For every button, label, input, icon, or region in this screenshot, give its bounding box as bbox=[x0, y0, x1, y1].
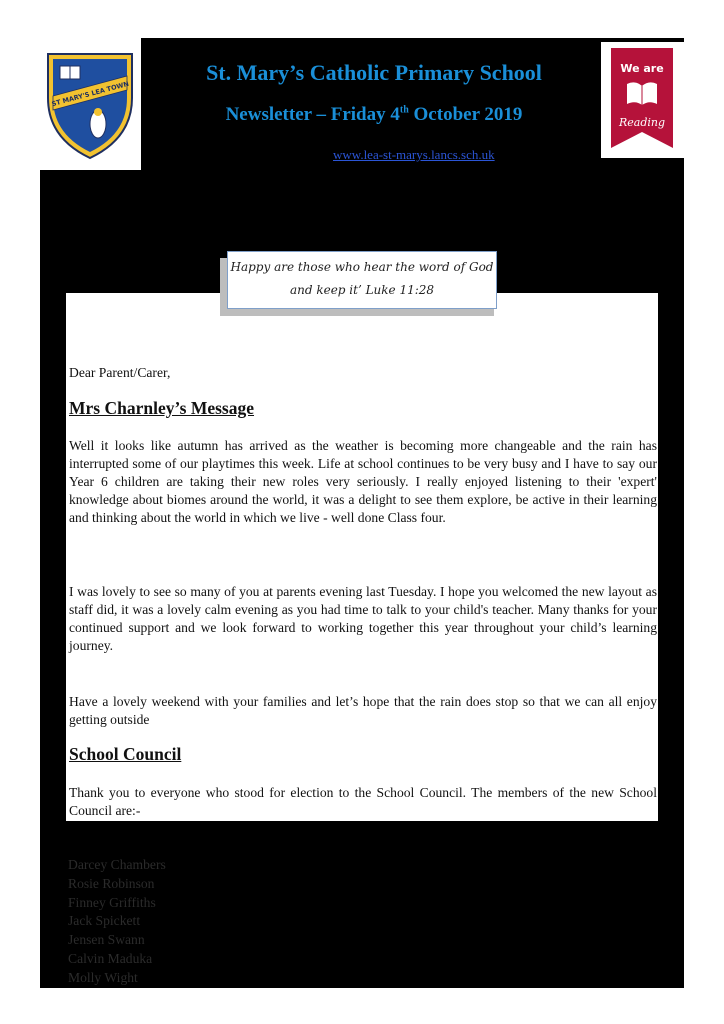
school-website-link[interactable]: www.lea-st-marys.lancs.sch.uk bbox=[333, 147, 495, 162]
paragraph-parents-evening: I was lovely to see so many of you at parents evening last Tuesday. I hope you welcomed the new layout as staff did, it was a lovely calm evening as you had time to talk to your child's teacher. Many thanks for your continued support and we look forward to working together this year throughout your child’s learning journey. bbox=[69, 584, 657, 653]
badge-line2: Reading bbox=[618, 116, 666, 129]
council-member: Darcey Chambers bbox=[68, 857, 166, 872]
newsletter-date-suffix: October 2019 bbox=[408, 104, 523, 125]
heading-school-council: School Council bbox=[69, 744, 182, 764]
scripture-quote bbox=[227, 251, 497, 309]
salutation: Dear Parent/Carer, bbox=[69, 365, 171, 380]
newsletter-date-ordinal: th bbox=[399, 104, 409, 116]
logo-box bbox=[40, 38, 141, 170]
newsletter-title bbox=[141, 104, 607, 126]
paragraph-school-council: Thank you to everyone who stood for election to the School Council. The members of the new School Council are:- bbox=[69, 785, 657, 818]
paragraph-autumn: Well it looks like autumn has arrived as the weather is becoming more changeable and the rain has interrupted some of our playtimes this week. Life at school continues to be very busy and I have to say our Year 6 children are taking their new roles very seriously. I really enjoyed listening to their 'expert' knowledge about biomes around the world, it was a delight to see them explore, be active in their learning and thinking about the world in which we live - well done Class four. bbox=[69, 438, 657, 525]
paragraph-weekend: Have a lovely weekend with your families and let’s hope that the rain does stop so that we can all enjoy getting outside bbox=[69, 694, 657, 727]
quote-line-1: Happy are those who hear the word of God bbox=[230, 260, 494, 274]
council-member: Jack Spickett bbox=[68, 913, 141, 929]
school-crest-icon bbox=[40, 38, 141, 170]
council-member: Jensen Swann bbox=[68, 932, 145, 948]
council-member: Calvin Maduka bbox=[68, 950, 153, 966]
council-members-list bbox=[68, 856, 166, 988]
reading-badge-box bbox=[601, 42, 684, 158]
heading-headteacher-message: Mrs Charnley’s Message bbox=[69, 398, 255, 418]
school-title: St. Mary’s Catholic Primary School bbox=[206, 60, 542, 85]
badge-line1: We are bbox=[620, 62, 664, 75]
newsletter-content bbox=[66, 293, 658, 821]
council-member: Molly Wight bbox=[68, 969, 138, 985]
crest-text: ST MARY'S LEA TOWN bbox=[50, 79, 130, 109]
quote-line-2: and keep it’ Luke 11:28 bbox=[289, 283, 435, 297]
council-member: Finney Griffiths bbox=[68, 894, 156, 910]
council-member: Rosie Robinson bbox=[68, 875, 155, 891]
newsletter-date-prefix: Newsletter – Friday 4 bbox=[225, 104, 400, 125]
we-are-reading-icon bbox=[601, 42, 684, 158]
